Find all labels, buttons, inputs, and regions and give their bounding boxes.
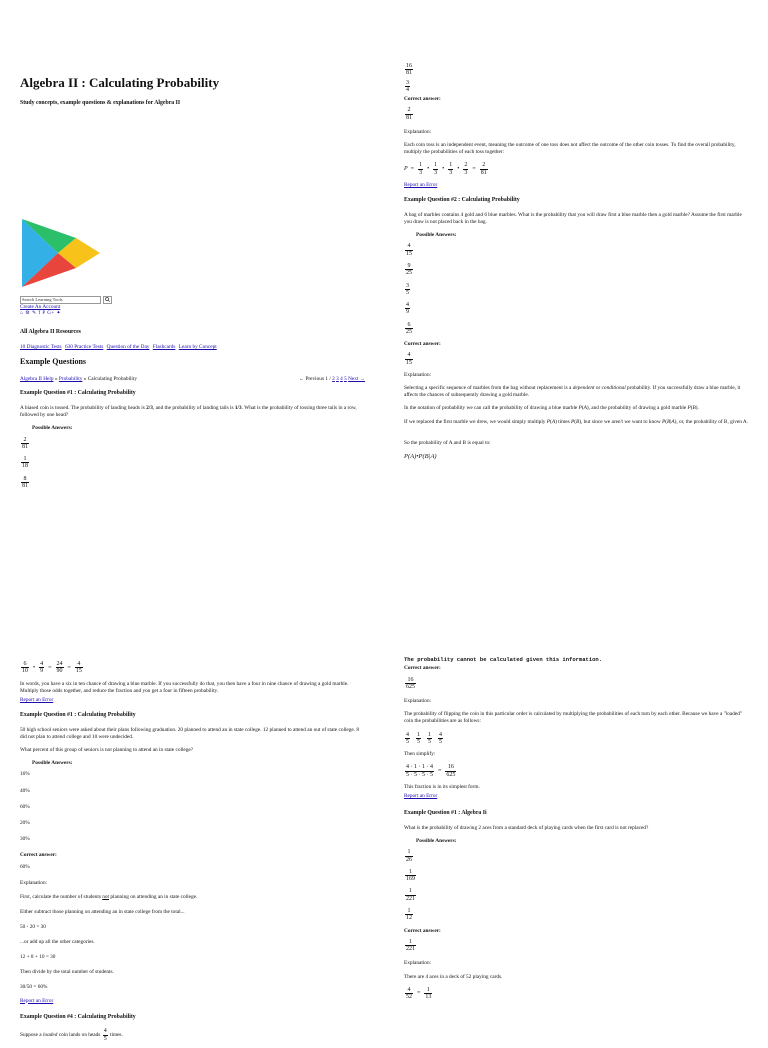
possible-answers-label: Possible Answers: (416, 232, 457, 239)
search-button[interactable] (103, 296, 112, 304)
explanation-text: Then simplify: (404, 751, 436, 758)
pager-slash: / (329, 376, 331, 383)
answer-option[interactable]: $\frac{1}{26}$ (406, 849, 412, 863)
answer-option[interactable]: $\frac{2}{81}$ (22, 436, 28, 450)
report-error-link[interactable]: Report an Error (404, 181, 438, 188)
nav-diagnostic-tests[interactable]: 10 Diagnostic Tests (20, 344, 62, 351)
answer-option[interactable]: $\frac{3}{5}$ (406, 282, 409, 296)
play-logo-icon (20, 217, 106, 289)
explanation-label: Explanation: (20, 880, 48, 887)
explanation-text: Either subtract those planning on attending an in state college from the total... (20, 908, 185, 915)
nav-practice-tests[interactable]: 630 Practice Tests (64, 344, 104, 351)
nav-flashcards[interactable]: Flashcards (152, 344, 176, 351)
question-heading: Example Question #1 : Algebra Ii (404, 810, 487, 817)
explanation-text: Each coin toss is an independent event, meaning the outcome of one toss does not affect the outcome of the other coin tosses. To find the overall probability, multiply the probabilities of each toss together: (404, 142, 736, 156)
question-heading: Example Question #1 : Calculating Probability (20, 390, 136, 397)
explanation-text: First, calculate the number of students not planning on attending an in state college. (20, 893, 198, 900)
answer-list (20, 771, 365, 843)
correct-answer: 60% (20, 864, 30, 871)
explanation-label: Explanation: (404, 372, 432, 379)
calc-step: 30/50 = 60% (20, 984, 48, 991)
search-input[interactable]: Search Learning Tools (20, 296, 101, 304)
pager-next[interactable]: Next → (348, 376, 365, 383)
create-account-link[interactable]: Create An Account (20, 303, 61, 310)
social-icons (20, 311, 365, 318)
explanation-text: In words, you have a six in ten chance of drawing a blue marble. If you successfully do that, you then have a four in nine chance of drawing a gold marble. Multiply those odds together, and reduce the fraction and you get a four in fifteen probability. (20, 680, 349, 694)
marble-calculation: $\frac{6}{10}$ • $\frac{4}{9}$ = $\frac{24}{90}$ = $\frac{4}{15}$ (22, 661, 82, 675)
question-text: What is the probability of drawing 2 aces from a standard deck of playing cards when the first card is not replaced? (404, 825, 649, 831)
possible-answers-label: Possible Answers: (32, 425, 73, 432)
answer-option[interactable]: $\frac{1}{18}$ (22, 456, 28, 470)
explanation-text: ...or add up all the other categories. (20, 938, 95, 945)
pinterest-icon[interactable]: P (42, 310, 46, 316)
formula: P(A)•P(B|A) (404, 452, 437, 460)
pager-page-3[interactable]: 3 (336, 376, 339, 383)
breadcrumb-sep: » (83, 376, 87, 383)
answer-option[interactable]: 30% (20, 835, 30, 842)
answer-option[interactable]: $\frac{6}{25}$ (406, 321, 412, 335)
correct-answer-label: Correct answer: (404, 665, 441, 672)
question-text: 50 high school seniors were asked about their plans following graduation. 20 planned to attend an in state college. 12 planned to attend an out of state college. 8 did not plan to attend college and 10 were undecided. (20, 726, 360, 740)
pager (299, 376, 365, 383)
bottom-left-column (20, 655, 365, 1048)
probability-sequence (404, 732, 749, 746)
page-title: Algebra II : Calculating Probability (20, 75, 220, 90)
nav-question-of-day[interactable]: Question of the Day (106, 344, 150, 351)
explanation-text: There are 4 aces in a deck of 52 playing cards. (404, 973, 503, 980)
pager-current: 1 (325, 376, 328, 383)
question-heading: Example Question #4 : Calculating Probability (20, 1013, 136, 1020)
resource-nav (20, 344, 365, 351)
sequence-fraction: $\frac{4}{5}$ (406, 731, 409, 745)
search-bar (20, 296, 365, 304)
question-text: What percent of this group of seniors is not planning to attend an in state college? (20, 747, 194, 754)
question-heading: Example Question #1 : Calculating Probability (20, 712, 136, 719)
page-subtitle: Study concepts, example questions & explanations for Algebra II (20, 99, 181, 106)
simplify-equation: $\frac{4 \cdot 1 \cdot 1 \cdot 4}{5 \cdot 5 \cdot 5 \cdot 5}$ = $\frac{16}{625}$ (406, 764, 456, 778)
question-heading: Example Question #2 : Calculating Probability (404, 197, 520, 204)
pager-prev[interactable]: ← Previous (298, 376, 325, 383)
breadcrumb-row (20, 376, 365, 383)
ace-calculation: $\frac{4}{52}$ = $\frac{1}{13}$ (406, 986, 432, 1000)
correct-answer-label: Correct answer: (404, 927, 441, 934)
explanation-text: So the probability of A and B is equal to: (404, 439, 491, 446)
twitter-icon[interactable]: ✦ (56, 310, 62, 316)
correct-answer: $\frac{1}{221}$ (406, 938, 415, 953)
calc-step: 12 + 8 + 10 = 30 (20, 954, 56, 961)
answer-option[interactable]: 40% (20, 787, 30, 794)
pencil-icon[interactable]: ✎ (32, 310, 37, 316)
answer-option[interactable]: $\frac{8}{81}$ (22, 475, 28, 489)
answer-list (404, 849, 749, 921)
example-questions-heading: Example Questions (20, 357, 87, 367)
breadcrumb-category[interactable]: Probability (58, 376, 83, 383)
correct-answer-label: Correct answer: (404, 96, 441, 103)
explanation-text: This fraction is in its simplest form. (404, 783, 480, 790)
question-text: A biased coin is tossed. The probability of landing heads is 2/3, and the probability of landing tails is 1/3. What is the probability of tossing three tails in a row, followed by one head? (20, 405, 357, 419)
tails-probability: 1/3 (234, 405, 242, 412)
question-text: A bag of marbles contains 4 gold and 6 blue marbles. What is the probability that you will draw first a blue marble then a gold marble? Assume the first marble you draw is not placed back in the bag. (404, 211, 742, 226)
answer-option[interactable]: $\frac{16}{81}$ (406, 63, 412, 77)
report-error-link[interactable]: Report an Error (20, 997, 54, 1004)
answer-option[interactable]: 16% (20, 771, 30, 778)
sequence-fraction: $\frac{1}{5}$ (428, 731, 431, 745)
explanation-text: If we replaced the first marble we drew, we would simply multiply P(A) times P(B), but since we aren't we want to know P(B|A), or, the probability of B, given A. (404, 418, 749, 425)
calc-step: 50 - 20 = 30 (20, 923, 46, 930)
breadcrumb-sep: » (54, 376, 58, 383)
correct-answer: $\frac{4}{15}$ (406, 352, 412, 366)
answer-option[interactable]: $\frac{4}{15}$ (406, 243, 412, 257)
explanation-label: Explanation: (404, 960, 432, 967)
answer-list-continued (404, 63, 749, 93)
sequence-fraction: $\frac{1}{5}$ (417, 731, 420, 745)
pager-page-5[interactable]: 5 (344, 376, 347, 383)
breadcrumb (20, 376, 137, 383)
heads-probability: 2/3 (146, 405, 153, 412)
top-left-column (20, 58, 365, 495)
google-plus-icon[interactable]: G+ (47, 310, 55, 316)
answer-option[interactable]: $\frac{3}{4}$ (406, 79, 409, 93)
answer-option[interactable]: $\frac{1}{221}$ (406, 888, 415, 902)
explanation-text: Then divide by the total number of students. (20, 969, 114, 976)
all-resources-heading: All Algebra II Resources (20, 329, 81, 336)
possible-answers-label: Possible Answers: (32, 760, 73, 767)
answer-list (404, 243, 749, 335)
explanation-label: Explanation: (404, 128, 432, 135)
pager-page-2[interactable]: 2 (332, 376, 335, 383)
answer-option: The probability cannot be calculated given this information. (404, 656, 603, 663)
breadcrumb-current: Calculating Probability (87, 376, 138, 383)
explanation-label: Explanation: (404, 698, 432, 705)
home-icon[interactable]: ⌂ (20, 310, 24, 316)
search-icon (105, 297, 110, 302)
probability-equation: P = $\frac{1}{3}$ • $\frac{1}{3}$ • $\frac{1}{3}$ • $\frac{2}{3}$ = $\frac{2}{81}$ (404, 162, 487, 176)
possible-answers-label: Possible Answers: (416, 838, 457, 845)
nav-learn-by-concept[interactable]: Learn by Concept (178, 344, 217, 351)
answer-option[interactable]: 60% (20, 803, 30, 810)
correct-answer: $\frac{2}{81}$ (406, 107, 412, 121)
answer-option[interactable]: $\frac{1}{169}$ (406, 868, 415, 883)
report-error-link[interactable]: Report an Error (404, 793, 438, 800)
report-error-link[interactable]: Report an Error (20, 696, 54, 703)
facebook-icon[interactable]: f (38, 310, 41, 316)
answer-option[interactable]: 20% (20, 819, 30, 826)
answer-list (20, 437, 365, 490)
correct-answer-label: Correct answer: (404, 341, 441, 348)
top-right-column (404, 60, 749, 468)
answer-option[interactable]: $\frac{4}{9}$ (406, 302, 409, 316)
gear-icon[interactable]: ⚙ (25, 310, 31, 316)
sequence-fraction: $\frac{4}{5}$ (439, 731, 442, 745)
answer-option[interactable]: $\frac{1}{12}$ (406, 908, 412, 922)
correct-answer-label: Correct answer: (20, 852, 57, 859)
correct-answer: $\frac{16}{625}$ (406, 676, 415, 690)
explanation-text: The probability of flipping the coin in this particular order is calculated by multiplying the probabilities of each turn by each other. Because we have a "loaded" coin the probabilities are as follows: (404, 711, 743, 725)
question-text: Suppose a loaded coin lands on heads $\frac{4}{5}$ times. (20, 1028, 123, 1042)
explanation-text: In the notation of probability we can call the probability of drawing a blue marble P(A), and the probability of drawing a gold marble P(B). (404, 405, 699, 412)
bottom-right-column (404, 656, 749, 1006)
pager-page-4[interactable]: 4 (340, 376, 343, 383)
answer-option[interactable]: $\frac{9}{25}$ (406, 262, 412, 277)
explanation-text: Selecting a specific sequence of marbles from the bag without replacement is a dependent or conditional probability. If you successfully draw a blue marble, it affects the chances of subsequently drawing a gold marble. (404, 385, 741, 399)
breadcrumb-home[interactable]: Algebra II Help (20, 376, 54, 383)
